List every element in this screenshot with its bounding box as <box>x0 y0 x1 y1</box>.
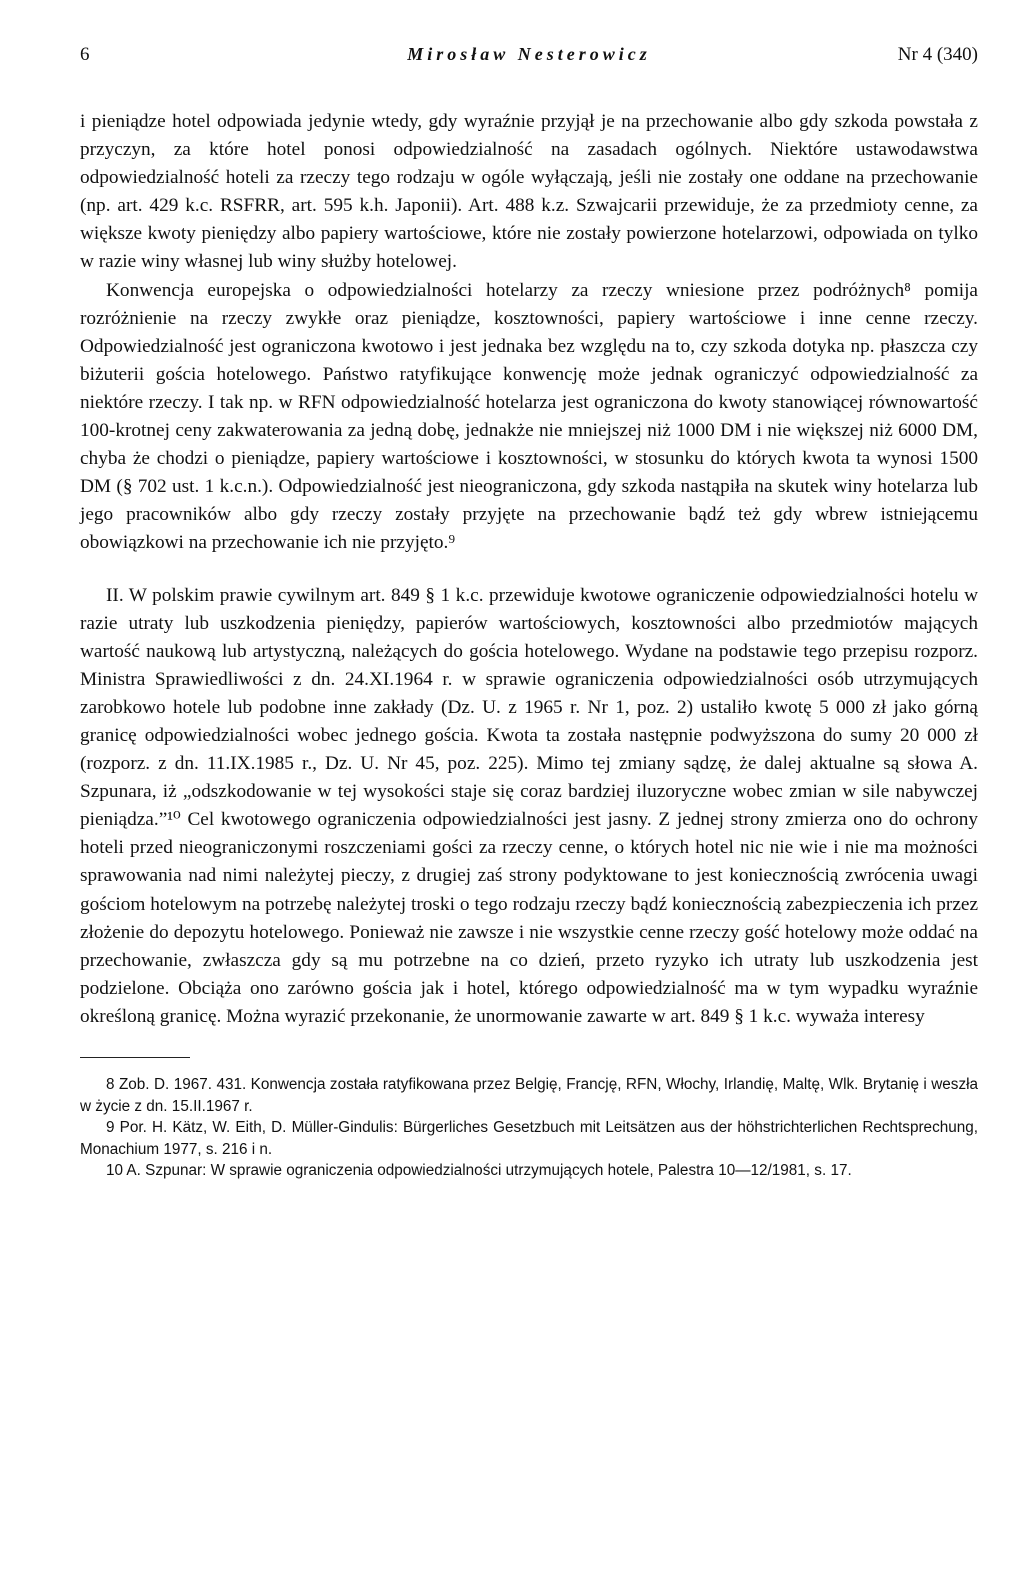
page-number: 6 <box>80 44 90 65</box>
paragraph-section-ii: II. W polskim prawie cywilnym art. 849 § 1 k.c. przewiduje kwotowe ograniczenie odpowiedzialności hotelu w razie utraty lub uszkodzenia pieniędzy, papierów wartościowych, kosztowności albo przedmiotów mających wartość naukową lub artystyczną, należących do gościa hotelowego. Wydane na podstawie tego przepisu rozporz. Ministra Sprawiedliwości z dn. 24.XI.1964 r. w sprawie ograniczenia odpowiedzialności osób utrzymujących zarobkowo hotele lub podobne inne zakłady (Dz. U. z 1965 r. Nr 1, poz. 2) ustaliło kwotę 5 000 zł jako górną granicę odpowiedzialności wobec jednego gościa. Kwota ta została następnie podwyższona do sumy 20 000 zł (rozporz. z dn. 11.IX.1985 r., Dz. U. Nr 45, poz. 225). Mimo tej zmiany sądzę, że dalej aktualne są słowa A. Szpunara, iż „odszkodowanie w tej wysokości staje się coraz bardziej iluzoryczne wobec zmian w sile nabywczej pieniądza.”¹⁰ Cel kwotowego ograniczenia odpowiedzialności jest jasny. Z jednej strony zmierza ono do ochrony hoteli przed nieograniczonymi roszczeniami gości za rzeczy cenne, o których hotel nic nie wie i nie ma możności sprawowania nad nimi należytej pieczy, z drugiej zaś strony podyktowane to jest koniecznością zwrócenia uwagi gościom hotelowym na potrzebę należytej troski o tego rodzaju rzeczy bądź koniecznością zabezpieczenia ich przez złożenie do depozytu hotelowego. Ponieważ nie zawsze i nie wszystkie cenne rzeczy gość hotelowy może oddać na przechowanie, zwłaszcza gdy są mu potrzebne na co dzień, przeto ryzyko ich utraty lub uszkodzenia jest podzielone. Obciąża ono zarówno gościa jak i hotel, którego odpowiedzialność ma w tym wypadku wyraźnie określoną granicę. Można wyrazić przekonanie, że unormowanie zawarte w art. 849 § 1 k.c. wyważa interesy <box>80 584 978 1027</box>
footnotes <box>80 1074 978 1182</box>
page <box>80 40 978 1182</box>
running-header <box>80 40 978 80</box>
footnote-10: 10 A. Szpunar: W sprawie ograniczenia odpowiedzialności utrzymujących hotele, Palestra 10—12/1981, s. 17. <box>106 1162 852 1180</box>
footnote-8: 8 Zob. D. 1967. 431. Konwencja została ratyfikowana przez Belgię, Francję, RFN, Włochy, Irlandię, Maltę, Wlk. Brytanię i weszła w życie z dn. 15.II.1967 r. <box>80 1076 978 1115</box>
paragraph-1: i pieniądze hotel odpowiada jedynie wtedy, gdy wyraźnie przyjął je na przechowanie albo gdy szkoda powstała z przyczyn, za które hotel ponosi odpowiedzialność na zasadach ogólnych. Niektóre ustawodawstwa odpowiedzialność hoteli za rzeczy tego rodzaju w ogóle wyłączają, jeśli nie zostały one oddane na przechowanie (np. art. 429 k.c. RSFRR, art. 595 k.h. Japonii). Art. 488 k.z. Szwajcarii przewiduje, że za przedmioty cenne, za większe kwoty pieniędzy albo papiery wartościowe, które nie zostały powierzone hotelarzowi, odpowiada on tylko w razie winy własnej lub winy służby hotelowej. <box>80 111 978 273</box>
body-text <box>80 108 978 1031</box>
issue-number: Nr 4 (340) <box>897 44 978 65</box>
footnote-divider <box>80 1057 190 1058</box>
footnote-9: 9 Por. H. Kätz, W. Eith, D. Müller-Gindulis: Bürgerliches Gesetzbuch mit Leitsätzen aus der höhstrichterlichen Rechtsprechung, Monachium 1977, s. 216 i n. <box>80 1119 978 1158</box>
paragraph-2: Konwencja europejska o odpowiedzialności hotelarzy za rzeczy wniesione przez podróżnych⁸ pomija rozróżnienie na rzeczy zwykłe oraz pieniądze, kosztowności, papiery wartościowe i inne cenne rzeczy. Odpowiedzialność jest ograniczona kwotowo i jest jednaka bez względu na to, czy szkoda dotyka np. płaszcza czy biżuterii gościa hotelowego. Państwo ratyfikujące konwencję może jednak ograniczyć odpowiedzialność za niektóre rzeczy. I tak np. w RFN odpowiedzialność hotelarza jest ograniczona do kwoty stanowiącej równowartość 100-krotnej ceny zakwaterowania za jedną dobę, jednakże nie mniejszej niż 1000 DM i nie większej niż 6000 DM, chyba że chodzi o pieniądze, papiery wartościowe i kosztowności, w stosunku do których kwota ta wynosi 1500 DM (§ 702 ust. 1 k.c.n.). Odpowiedzialność jest nieograniczona, gdy szkoda nastąpiła na skutek winy hotelarza lub jego pracowników albo gdy rzeczy zostały przyjęte na przechowanie bądź też gdy wbrew istniejącemu obowiązkowi na przechowanie ich nie przyjęto.⁹ <box>80 279 978 554</box>
running-author: Mirosław Nesterowicz <box>407 44 651 64</box>
